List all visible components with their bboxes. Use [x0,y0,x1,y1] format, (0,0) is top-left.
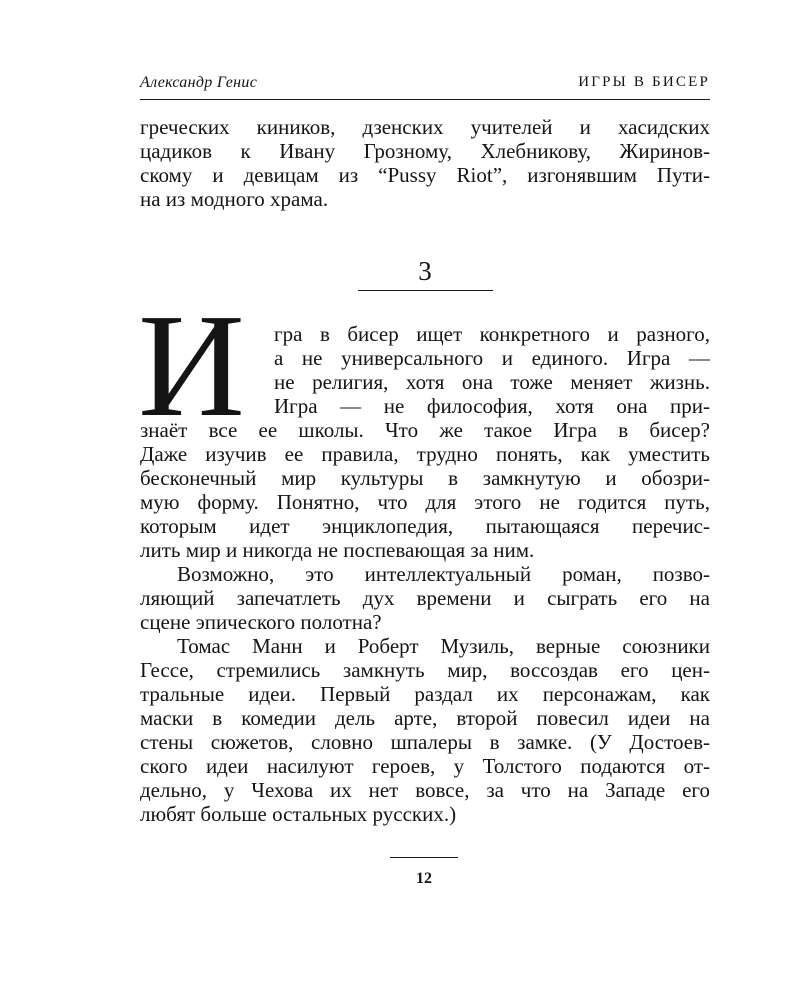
chapter-number: 3 [418,256,432,286]
text-line: лить мир и никогда не поспевающая за ним. [140,538,535,562]
text-line: не религия, хотя она тоже меняет жизнь. [274,370,710,394]
text-line: скому и девицам из “Pussy Riot”, изгонявшим Пути- [140,163,710,187]
header-divider [140,99,710,100]
page-number: 12 [416,870,432,887]
text-line: Игра — не философия, хотя она при- [274,394,710,418]
chapter-divider [358,290,493,291]
text-line: Томас Манн и Роберт Музиль, верные союзники [177,634,710,658]
text-line: Даже изучив ее правила, трудно понять, как уместить [140,442,710,466]
text-line: ского идеи насилуют героев, у Толстого подаются от- [140,754,710,778]
text-line: маски в комедии дель арте, второй повесил идеи на [140,706,710,730]
text-line: греческих киников, дзенских учителей и хасидских [140,115,710,139]
text-line: гра в бисер ищет конкретного и разного, [274,322,710,346]
text-line: стены сюжетов, словно шпалеры в замке. (У Достоев- [140,730,710,754]
running-head-title: ИГРЫ В БИСЕР [578,74,710,90]
text-line: тральные идеи. Первый раздал их персонажам, как [140,682,710,706]
running-head-author: Александр Генис [140,74,258,91]
text-line: знаёт все ее школы. Что же такое Игра в бисер? [140,418,710,442]
text-line: сцене эпического полотна? [140,610,382,634]
intro-paragraph [140,115,710,211]
running-head [140,68,710,98]
text-line: мую форму. Понятно, что для этого не годится путь, [140,490,710,514]
text-line: дельно, у Чехова их нет вовсе, за что на Западе его [140,778,710,802]
text-line: любят больше остальных русских.) [140,802,457,826]
text-line: на из модного храма. [140,187,329,211]
text-line: Возможно, это интеллектуальный роман, позво- [177,562,710,586]
text-line: бесконечный мир культуры в замкнутую и обозри- [140,466,710,490]
drop-cap-paragraph-start [274,322,710,418]
text-line: а не универсального и единого. Игра — [274,346,710,370]
drop-cap-letter: И [138,284,245,448]
text-line: цадиков к Ивану Грозному, Хлебникову, Жиринов- [140,139,710,163]
footer-divider [390,857,458,858]
main-text [140,418,710,826]
text-line: Гессе, стремились замкнуть мир, воссоздав его цен- [140,658,710,682]
text-line: ляющий запечатлеть дух времени и сыграть его на [140,586,710,610]
text-line: которым идет энциклопедия, пытающаяся перечис- [140,514,710,538]
